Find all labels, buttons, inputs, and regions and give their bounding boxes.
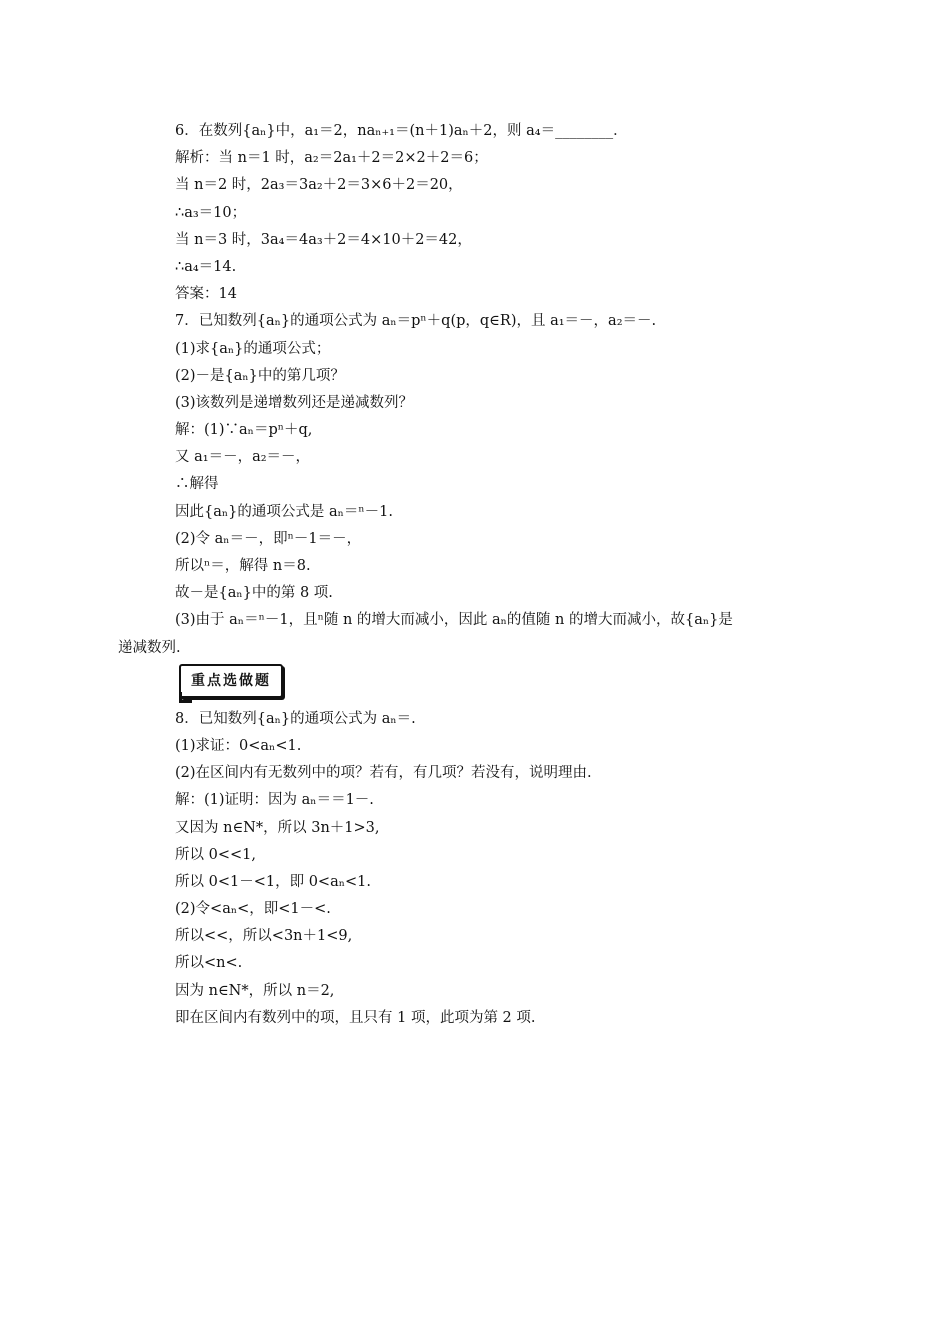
text-line: 所以 0<1－<1，即 0<aₙ<1. [175,873,371,890]
text-line: ∴a₄＝14. [175,258,237,275]
text-line: 所以<n<. [175,955,243,972]
text-line-indented: (3)由于 aₙ＝ⁿ－1，且ⁿ随 n 的增大而减小，因此 aₙ的值随 n 的增大而减小，故{aₙ}是 [175,612,733,629]
text-line: 即在区间内有数列中的项，且只有 1 项，此项为第 2 项. [175,1009,536,1026]
text-line: 当 n＝3 时，3a₄＝4a₃＋2＝4×10＋2＝42， [175,231,472,248]
section-b [175,706,815,1032]
text-line: 6．在数列{aₙ}中，a₁＝2，naₙ₊₁＝(n＋1)aₙ＋2，则 a₄＝________． [175,123,628,139]
text-line: ∴a₃＝10； [175,204,247,221]
text-line: (1)求证：0<aₙ<1. [175,737,302,754]
section-a [118,118,815,662]
text-line: 因此{aₙ}的通项公式是 aₙ＝ⁿ－1. [175,503,394,520]
text-line: (3)该数列是递增数列还是递减数列？ [175,394,414,411]
text-line: 答案：14 [175,286,237,303]
text-line: 所以<<，所以<3n＋1<9, [175,928,353,945]
text-line: 当 n＝2 时，2a₃＝3a₂＋2＝3×6＋2＝20， [175,177,463,194]
document-body [118,118,815,1032]
text-line: (2)令 aₙ＝－，即ⁿ－1＝－， [175,530,362,547]
text-line: (2)在区间内有无数列中的项？若有，有几项？若没有，说明理由. [175,765,592,782]
text-line: (2)－是{aₙ}中的第几项？ [175,367,345,384]
text-line: 又 a₁＝－，a₂＝－， [175,449,311,466]
text-line-wrapped: 递减数列. [118,639,181,656]
text-line: 解：(1)∵aₙ＝pⁿ＋q, [175,422,313,439]
text-line: (1)求{aₙ}的通项公式； [175,340,331,357]
text-line: 因为 n∈N*，所以 n＝2, [175,982,335,999]
text-line: 7．已知数列{aₙ}的通项公式为 aₙ＝pⁿ＋q(p，q∈R)，且 a₁＝－，a₂＝－. [175,313,657,330]
section-badge [175,662,815,706]
text-line: 所以ⁿ＝，解得 n＝8. [175,558,311,574]
text-line: 又因为 n∈N*，所以 3n＋1>3, [175,819,380,836]
text-line: 故－是{aₙ}中的第 8 项. [175,585,333,602]
badge-corner-icon [179,692,192,703]
text-line: 解析：当 n＝1 时，a₂＝2a₁＋2＝2×2＋2＝6； [175,150,488,167]
key-exercise-badge: 重点选做题 [179,664,283,698]
text-line: 所以 0<<1, [175,846,256,863]
text-line: ∴解得 [175,476,219,493]
text-line: 8．已知数列{aₙ}的通项公式为 aₙ＝. [175,710,416,727]
text-line: (2)令<aₙ<，即<1－<. [175,901,331,918]
text-line: 解：(1)证明：因为 aₙ＝＝1－. [175,792,374,809]
